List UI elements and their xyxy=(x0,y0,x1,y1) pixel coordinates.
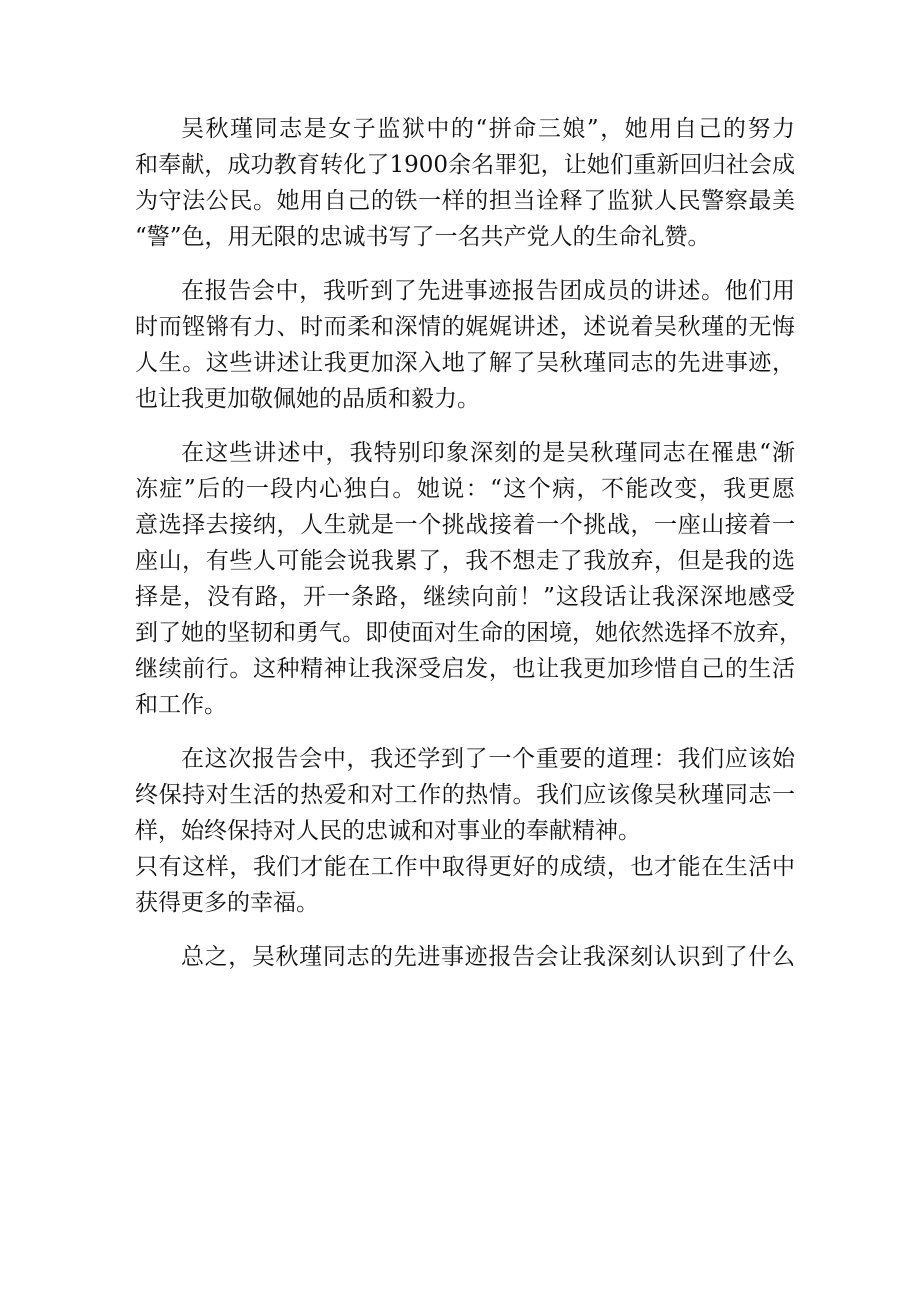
paragraph-gap xyxy=(135,255,795,273)
text-line: 也让我更加敬佩她的品质和毅力。 xyxy=(135,386,480,412)
text-line: 在这次报告会中，我还学到了一个重要的道理：我们应该始 xyxy=(181,746,795,772)
text-line: 在这些讲述中，我特别印象深刻的是吴秋瑾同志在罹患“渐 xyxy=(181,440,795,466)
paragraph-1 xyxy=(135,111,795,255)
document-body xyxy=(135,111,802,975)
text-line: 择是，没有路，开一条路，继续向前！”这段话让我深深地感受 xyxy=(135,584,795,610)
text-line: 人生。这些讲述让我更加深入地了解了吴秋瑾同志的先进事迹， xyxy=(135,350,795,376)
paragraph-2 xyxy=(135,273,795,417)
text-line: 和奉献，成功教育转化了1900余名罪犯，让她们重新回归社会成 xyxy=(135,152,795,178)
text-line: 和工作。 xyxy=(135,692,227,718)
text-line: 座山，有些人可能会说我累了，我不想走了我放弃，但是我的选 xyxy=(135,548,795,574)
paragraph-5 xyxy=(135,939,795,975)
paragraph-gap xyxy=(135,723,795,741)
text-line: 为守法公民。她用自己的铁一样的担当诠释了监狱人民警察最美 xyxy=(135,188,795,214)
text-line: 终保持对生活的热爱和对工作的热情。我们应该像吴秋瑾同志一 xyxy=(135,782,795,808)
text-line: 总之，吴秋瑾同志的先进事迹报告会让我深刻认识到了什么 xyxy=(181,944,795,970)
text-line: 样，始终保持对人民的忠诚和对事业的奉献精神。 xyxy=(135,818,641,844)
paragraph-3 xyxy=(135,435,802,723)
text-line: 冻症”后的一段内心独白。她说：“这个病，不能改变，我更愿 xyxy=(135,476,795,502)
text-line: 吴秋瑾同志是女子监狱中的“拼命三娘”，她用自己的努力 xyxy=(181,116,795,142)
text-line: 在报告会中，我听到了先进事迹报告团成员的讲述。他们用 xyxy=(181,278,795,304)
text-line: 时而铿锵有力、时而柔和深情的娓娓讲述，述说着吴秋瑾的无悔 xyxy=(135,314,795,340)
paragraph-gap xyxy=(135,921,795,939)
text-line: 获得更多的幸福。 xyxy=(135,890,319,916)
text-line: “警”色，用无限的忠诚书写了一名共产党人的生命礼赞。 xyxy=(135,224,711,250)
paragraph-4 xyxy=(135,741,795,921)
text-line: 只有这样，我们才能在工作中取得更好的成绩，也才能在生活中 xyxy=(135,854,795,880)
text-line: 继续前行。这种精神让我深受启发，也让我更加珍惜自己的生活 xyxy=(135,656,795,682)
text-line: 到了她的坚韧和勇气。即使面对生命的困境，她依然选择不放弃， xyxy=(135,620,802,646)
text-line: 意选择去接纳，人生就是一个挑战接着一个挑战，一座山接着一 xyxy=(135,512,795,538)
paragraph-gap xyxy=(135,417,795,435)
